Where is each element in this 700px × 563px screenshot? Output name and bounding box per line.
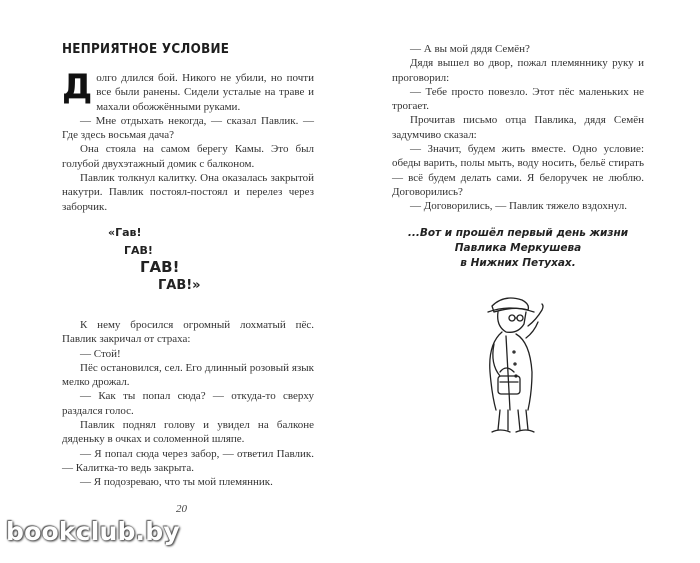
paragraph: — Я попал сюда через забор, — ответил Павлик. — Калитка-то ведь закрыта.: [62, 447, 314, 474]
paragraph: — Тебе просто повезло. Этот пёс маленьких не трогает.: [392, 85, 644, 113]
old-man-illustration: [470, 292, 560, 442]
paragraph: — Мне отдыхать некогда, — сказал Павлик. — Где здесь восьмая дача?: [62, 114, 314, 142]
paragraph: — Как ты попал сюда? — откуда-то сверху раздался голос.: [62, 390, 314, 417]
caption-line: ...Вот и прошёл первый день жизни: [407, 226, 629, 239]
bark-line: ГАВ!: [140, 257, 180, 276]
paragraph: — Договорились, — Павлик тяжело вздохнул.: [410, 200, 627, 213]
paragraph: Она стояла на самом берегу Камы. Это был голубой двухэтажный домик с балконом.: [62, 143, 314, 170]
chapter-caption: [392, 226, 644, 271]
chapter-title: НЕПРИЯТНОЕ УСЛОВИЕ: [62, 42, 230, 57]
first-paragraph-text: олго длился бой. Никого не убили, но почти все были ранены. Сидели усталые на траве и махали обожжёнными руками.: [96, 72, 314, 113]
caption-line: Павлика Меркушева: [454, 241, 582, 254]
bark-line: ГАВ!»: [158, 277, 201, 293]
left-page: [62, 42, 314, 490]
caption-line: в Нижних Петухах.: [460, 256, 576, 269]
paragraph: К нему бросился огромный лохматый пёс. Павлик закричал от страха:: [62, 318, 314, 346]
paragraph: Пёс остановился, сел. Его длинный розовый язык мелко дрожал.: [62, 361, 314, 389]
right-page: [392, 42, 644, 271]
paragraph: — Стой!: [80, 347, 121, 360]
first-paragraph: [62, 67, 314, 114]
paragraph: — А вы мой дядя Семён?: [410, 43, 530, 55]
watermark: bookclub.by: [6, 517, 180, 546]
bark-block: [62, 220, 314, 310]
bark-line: ГАВ!: [124, 243, 153, 257]
page-number: 20: [176, 503, 187, 515]
paragraph: — Я подозреваю, что ты мой племянник.: [80, 476, 273, 489]
paragraph: Дядя вышел во двор, пожал племяннику руку и проговорил:: [392, 57, 644, 84]
paragraph: Прочитав письмо отца Павлика, дядя Семён задумчиво сказал:: [392, 114, 644, 141]
paragraph: — Значит, будем жить вместе. Одно условие: обеды варить, полы мыть, воду носить, бельё стирать — всё будем делать сами. Я белоручек не люблю. Договорились?: [392, 143, 644, 198]
paragraph: Павлик толкнул калитку. Она оказалась закрытой накутри. Павлик постоял-постоял и перелез через заборчик.: [62, 172, 314, 213]
paragraph: Павлик поднял голову и увидел на балконе дяденьку в очках и соломенной шляпе.: [62, 419, 314, 446]
drop-cap: Д: [62, 67, 93, 107]
bark-line: «Гав!: [108, 225, 142, 239]
